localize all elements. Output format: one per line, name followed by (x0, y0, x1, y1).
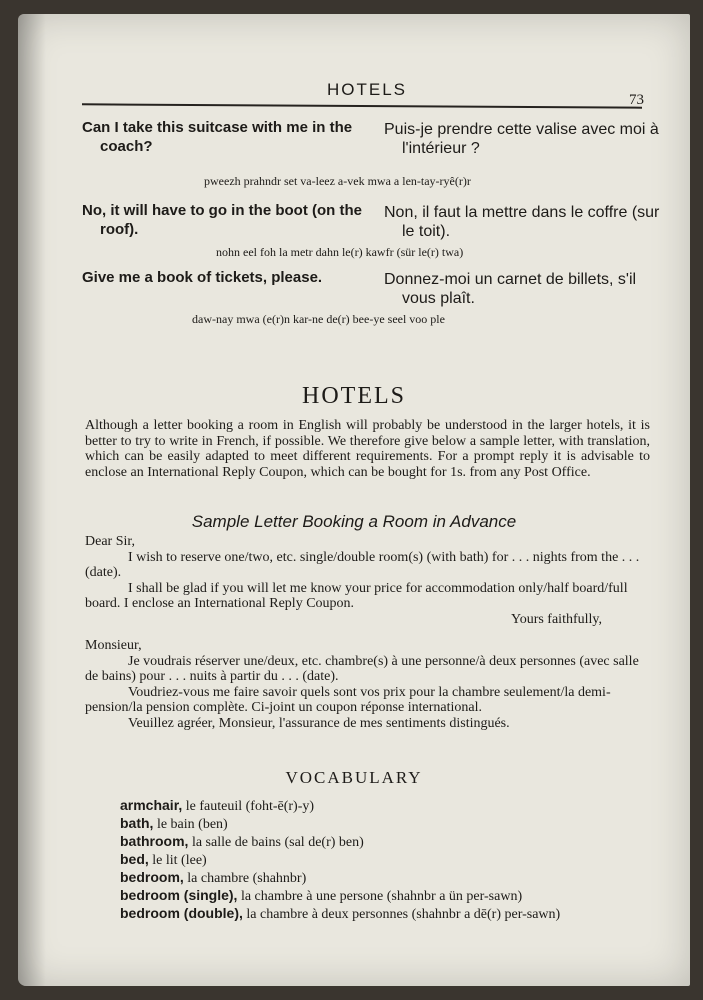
phrase-item (82, 201, 672, 263)
vocabulary-item (120, 833, 660, 851)
letter-paragraph: Veuillez agréer, Monsieur, l'assurance de mes sentiments distingués. (128, 715, 510, 731)
phrase-pronunciation: daw-nay mwa (e(r)n kar-ne de(r) bee-ye seel voo ple (192, 312, 445, 326)
vocabulary-translation: le bain (ben) (153, 817, 228, 832)
vocabulary-title: VOCABULARY (285, 768, 423, 787)
phrase-item (82, 118, 672, 188)
phrase-item (82, 268, 672, 328)
phrase-english: Can I take this suitcase with me in the coach? (82, 119, 353, 155)
letter-english (85, 534, 650, 627)
letter-paragraph: Je voudrais réserver une/deux, etc. chambre(s) à une personne/à deux personnes (avec salle de bains) pour . . . nuits à partir du . . . (date). (85, 653, 639, 684)
vocabulary-term: bedroom (double), (120, 905, 243, 921)
vocabulary-translation: le lit (lee) (148, 853, 207, 868)
header-rule (82, 103, 642, 108)
phrase-french: Puis-je prendre cette valise avec moi à l'intérieur ? (384, 121, 659, 157)
intro-paragraph: Although a letter booking a room in English will probably be understood in the larger hotels, it is better to try to write in French, if possible. We therefore give below a sample letter, with translation, which can be easily adapted to meet different requirements. For a prompt reply it is advisable to enclose an International Reply Coupon, which can be bought for 1s. from any Post Office. (85, 418, 650, 480)
vocabulary-item (120, 905, 660, 923)
page-number: 73 (629, 92, 644, 108)
letter-closing: Yours faithfully, (510, 611, 602, 627)
vocabulary-term: bed, (120, 851, 149, 867)
letter-salutation: Monsieur, (85, 638, 142, 653)
letter-paragraph: I wish to reserve one/two, etc. single/double room(s) (with bath) for . . . nights from the . . . (date). (85, 549, 640, 580)
phrase-english: Give me a book of tickets, please. (82, 269, 323, 286)
page-header (82, 80, 682, 120)
vocabulary-list (120, 797, 660, 923)
book-page (18, 14, 690, 986)
phrase-pronunciation: pweezh prahndr set va-leez a-vek mwa a len-tay-ryê(r)r (204, 174, 471, 188)
letter-paragraph: I shall be glad if you will let me know your price for accommodation only/half board/full board. I enclose an International Reply Coupon. (85, 580, 628, 611)
vocabulary-translation: le fauteuil (foht-ē(r)-y) (182, 799, 315, 814)
vocabulary-item (120, 887, 660, 905)
phrase-pronunciation: nohn eel foh la metr dahn le(r) kawfr (sür le(r) twa) (216, 245, 464, 259)
vocabulary-term: bedroom (single), (120, 887, 238, 903)
vocabulary-item (120, 815, 660, 833)
section-title: HOTELS (302, 383, 406, 410)
vocabulary-translation: la salle de bains (sal de(r) ben) (188, 835, 364, 850)
phrase-english: No, it will have to go in the boot (on the roof). (82, 202, 362, 238)
vocabulary-item (120, 797, 660, 815)
vocabulary-translation: la chambre à une persone (shahnbr a ün per-sawn) (237, 889, 523, 904)
vocabulary-item (120, 869, 660, 887)
letter-salutation: Dear Sir, (85, 534, 135, 549)
letter-paragraph: Voudriez-vous me faire savoir quels sont vos prix pour la chambre seulement/la demi-pension/la pension complète. Ci-joint un coupon réponse international. (85, 684, 611, 715)
vocabulary-term: bedroom, (120, 869, 184, 885)
letter-title: Sample Letter Booking a Room in Advance (191, 512, 517, 531)
vocabulary-item (120, 851, 660, 869)
page-gutter-shadow (18, 14, 46, 986)
letter-french (85, 638, 650, 731)
vocabulary-translation: la chambre à deux personnes (shahnbr a dē(r) per-sawn) (242, 907, 561, 922)
phrase-french: Donnez-moi un carnet de billets, s'il vous plaît. (384, 271, 637, 307)
vocabulary-translation: la chambre (shahnbr) (183, 871, 307, 886)
vocabulary-term: bath, (120, 815, 154, 831)
vocabulary-term: armchair, (120, 797, 183, 813)
phrase-french: Non, il faut la mettre dans le coffre (sur le toit). (384, 204, 660, 240)
running-head: HOTELS (327, 80, 408, 99)
vocabulary-term: bathroom, (120, 833, 189, 849)
